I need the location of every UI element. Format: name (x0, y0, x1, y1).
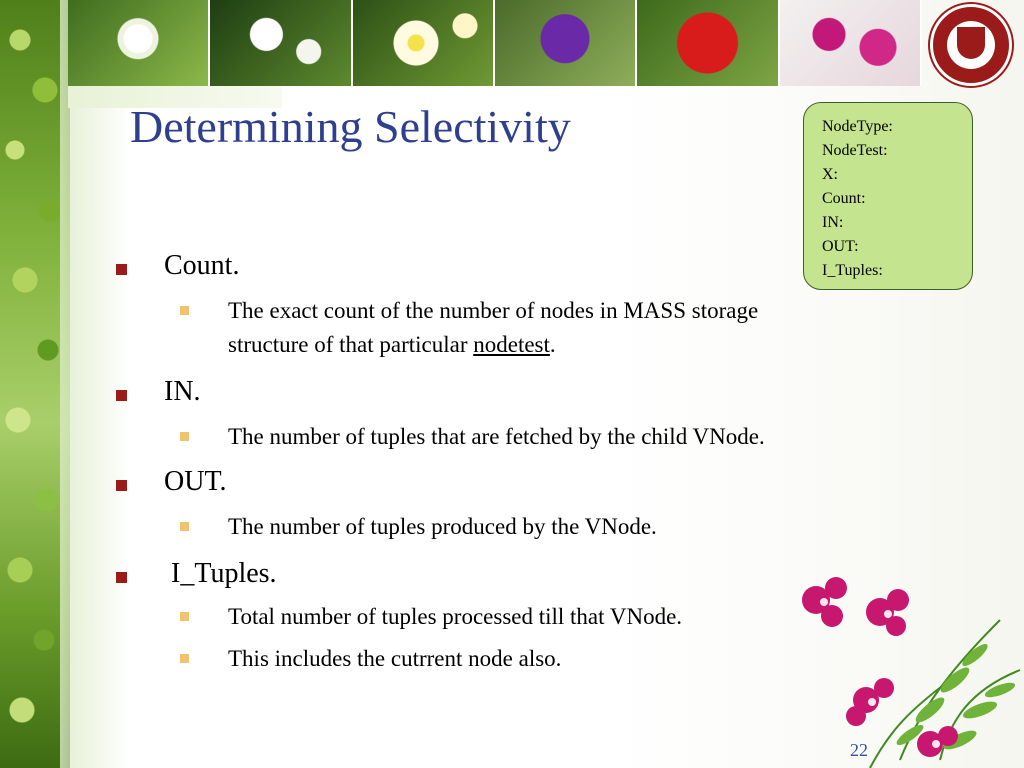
sub-bullet-out-desc: The number of tuples produced by the VNode. (228, 510, 908, 544)
slide-title: Determining Selectivity (130, 101, 571, 152)
sub-bullet-square-icon (180, 612, 189, 621)
purple-flower-photo (495, 0, 637, 86)
callout-line-x: X: (822, 166, 838, 183)
red-hibiscus-photo (637, 0, 779, 86)
bullet-square-icon (116, 264, 127, 275)
sub-bullet-square-icon (180, 306, 189, 315)
callout-line-count: Count: (822, 190, 866, 207)
yellow-plumeria-photo (353, 0, 495, 86)
nodetest-term: nodetest (473, 332, 550, 357)
sub-bullet-square-icon (180, 432, 189, 441)
sub-bullet-in-desc: The number of tuples that are fetched by the child VNode. (228, 420, 908, 454)
bullet-label: OUT. (164, 466, 227, 497)
pink-orchid-photo (780, 0, 922, 86)
bullet-square-icon (116, 390, 127, 401)
callout-line-out: OUT: (822, 238, 859, 255)
wpi-seal-logo (930, 4, 1012, 86)
bullet-label: IN. (164, 376, 201, 407)
callout-line-ituples: I_Tuples: (822, 262, 883, 279)
page-number: 22 (850, 740, 868, 760)
bullet-label: Count. (164, 250, 240, 281)
sub-bullet-ituples-note: This includes the cutrrent node also. (228, 642, 908, 676)
white-jasmine-photo (68, 0, 210, 86)
orchid-fern-decoration (780, 560, 1024, 768)
sub-bullet-square-icon (180, 522, 189, 531)
sub-bullet-ituples-desc: Total number of tuples processed till that VNode. (228, 600, 908, 634)
callout-line-nodetest: NodeTest: (822, 142, 888, 159)
callout-line-nodetype: NodeType: (822, 118, 893, 135)
bullet-square-icon (116, 572, 127, 583)
leaf-fade (60, 0, 130, 768)
orchid-fern-art (780, 560, 1024, 768)
sub-bullet-square-icon (180, 654, 189, 663)
bullet-square-icon (116, 480, 127, 491)
top-photo-strip (68, 0, 922, 86)
callout-line-in: IN: (822, 214, 844, 231)
bullet-label: I_Tuples. (164, 558, 277, 589)
white-tuberose-photo (210, 0, 352, 86)
node-attributes-callout (803, 102, 973, 290)
sub-bullet-count-desc: The exact count of the number of nodes in MASS storage structure of that particular nodetest. (228, 294, 908, 362)
